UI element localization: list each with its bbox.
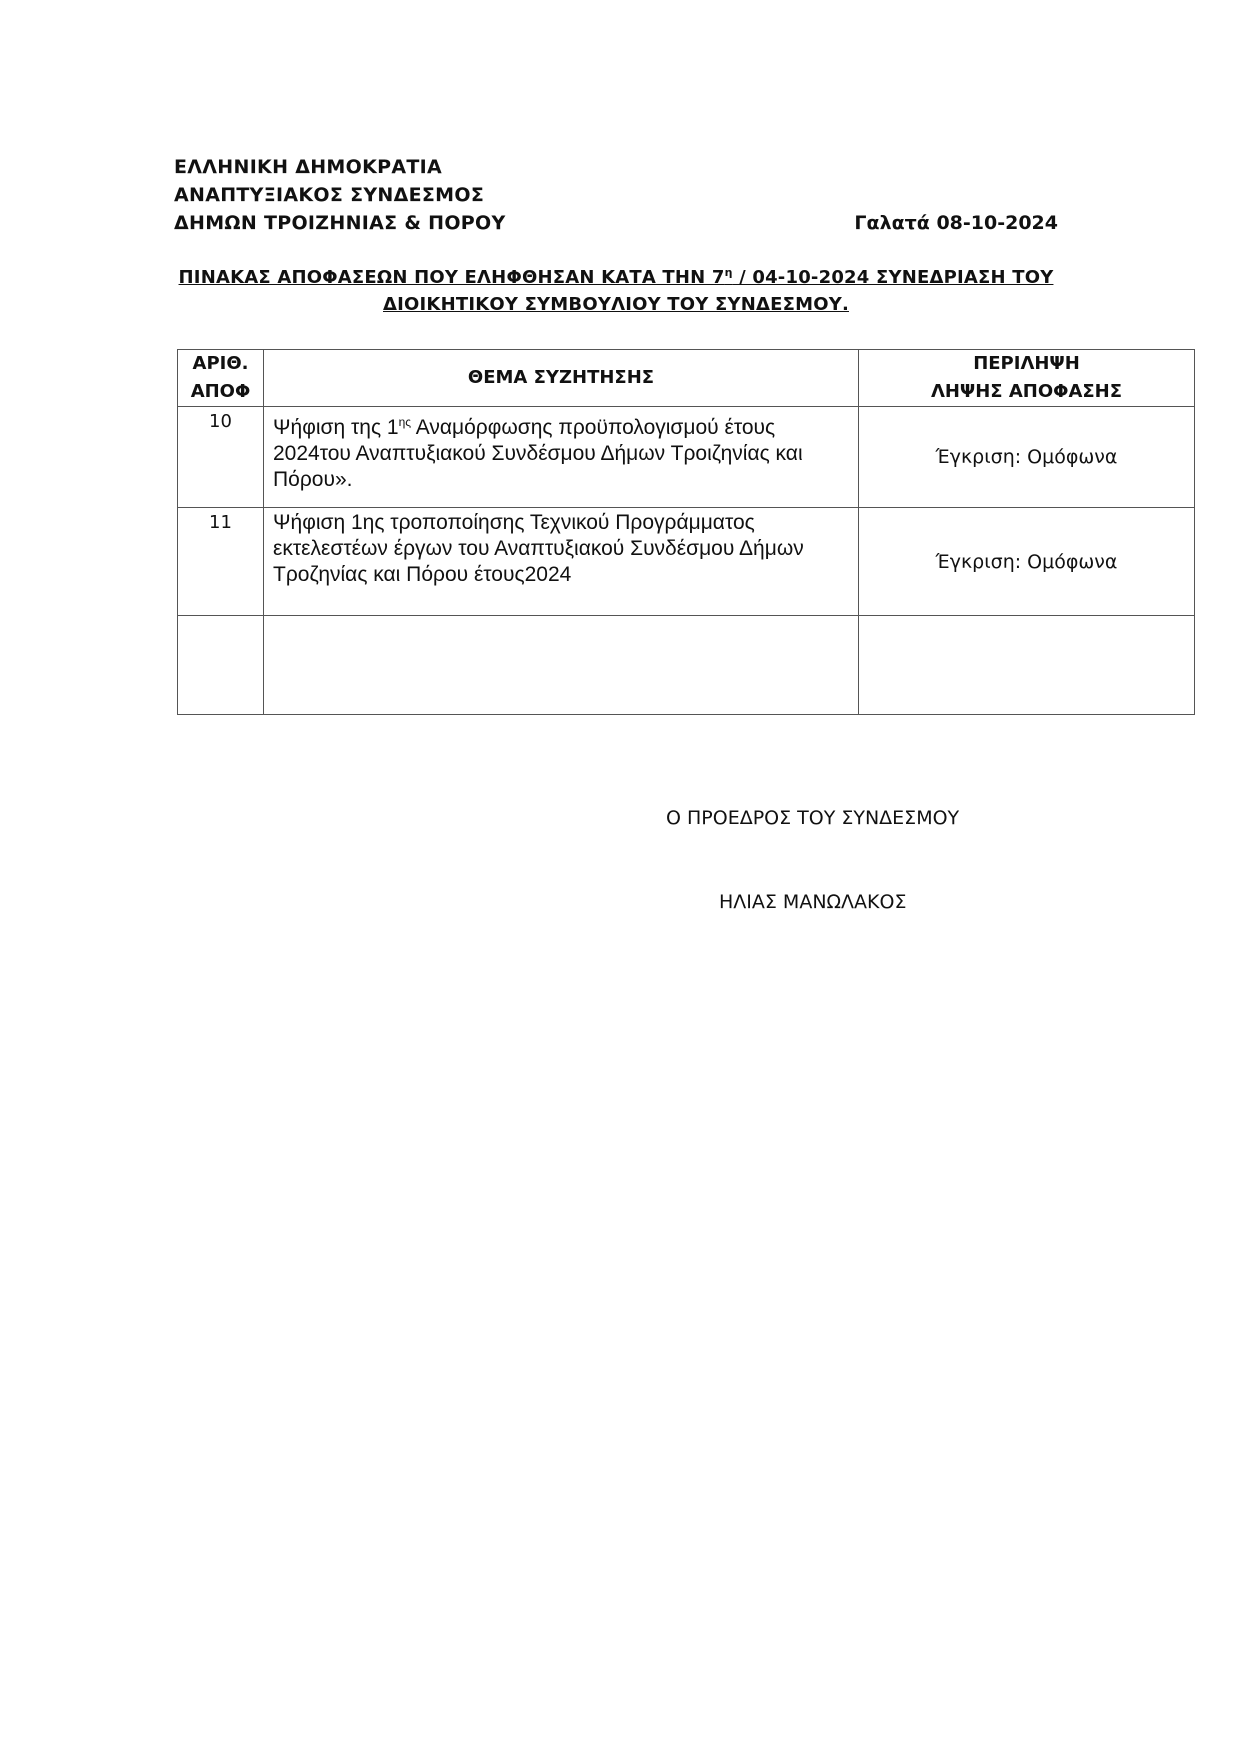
table-row [178, 508, 1195, 616]
header-country: ΕΛΛΗΝΙΚΗ ΔΗΜΟΚΡΑΤΙΑ [174, 156, 442, 178]
subject-text: Ψήφιση της 1 [273, 416, 399, 439]
decision-subject: Ψήφιση 1ης τροποποίησης Τεχνικού Προγράμματος εκτελεστέων έργων του Αναπτυξιακού Συνδέσμου Δήμων Τροζηνίας και Πόρου έτους2024 [264, 508, 859, 616]
document-title-line2: ΔΙΟΙΚΗΤΙΚΟΥ ΣΥΜΒΟΥΛΙΟΥ ΤΟΥ ΣΥΝΔΕΣΜΟΥ. [383, 294, 849, 315]
empty-cell [264, 616, 859, 715]
table-header-row [178, 350, 1195, 407]
title-text: ΠΙΝΑΚΑΣ ΑΠΟΦΑΣΕΩΝ ΠΟΥ ΕΛΗΦΘΗΣΑΝ ΚΑΤΑ ΤΗΝ 7 [178, 267, 725, 288]
header-summary-line2: ΛΗΨΗΣ ΑΠΟΦΑΣΗΣ [930, 381, 1123, 402]
header-num-line1: ΑΡΙΘ. [192, 353, 249, 374]
empty-cell [178, 616, 264, 715]
header-num-line2: ΑΠΟΦ [190, 381, 251, 402]
decision-summary: Έγκριση: Ομόφωνα [859, 508, 1195, 616]
table-row-empty [178, 616, 1195, 715]
decision-number: 11 [178, 508, 264, 616]
subject-superscript: ης [398, 415, 412, 429]
header-summary-line1: ΠΕΡΙΛΗΨΗ [973, 353, 1080, 374]
header-municipalities: ΔΗΜΩΝ ΤΡΟΙΖΗΝΙΑΣ & ΠΟΡΟΥ [174, 212, 506, 234]
empty-cell [859, 616, 1195, 715]
table-row [178, 407, 1195, 508]
decision-subject [264, 407, 859, 508]
decision-summary: Έγκριση: Ομόφωνα [859, 407, 1195, 508]
decision-number: 10 [178, 407, 264, 508]
signature-role: Ο ΠΡΟΕΔΡΟΣ ΤΟΥ ΣΥΝΔΕΣΜΟΥ [666, 807, 960, 829]
signature-name: ΗΛΙΑΣ ΜΑΝΩΛΑΚΟΣ [719, 891, 907, 913]
decisions-table [177, 349, 1195, 715]
subject-text-cont: Αναμόρφωσης προϋπολογισμού έτους 2024του Αναπτυξιακού Συνδέσμου Δήμων Τροιζηνίας και Πόρου». [273, 416, 803, 491]
header-subject: ΘΕΜΑ ΣΥΖΗΤΗΣΗΣ [264, 350, 859, 407]
title-superscript: η [724, 266, 733, 279]
header-summary [859, 350, 1195, 407]
document-title-line1 [174, 264, 1058, 291]
header-organization: ΑΝΑΠΤΥΞΙΑΚΟΣ ΣΥΝΔΕΣΜΟΣ [174, 184, 485, 206]
document-date: Γαλατά 08-10-2024 [854, 212, 1058, 234]
title-text-cont: / 04-10-2024 ΣΥΝΕΔΡΙΑΣΗ ΤΟΥ [732, 267, 1054, 288]
header-decision-number [178, 350, 264, 407]
